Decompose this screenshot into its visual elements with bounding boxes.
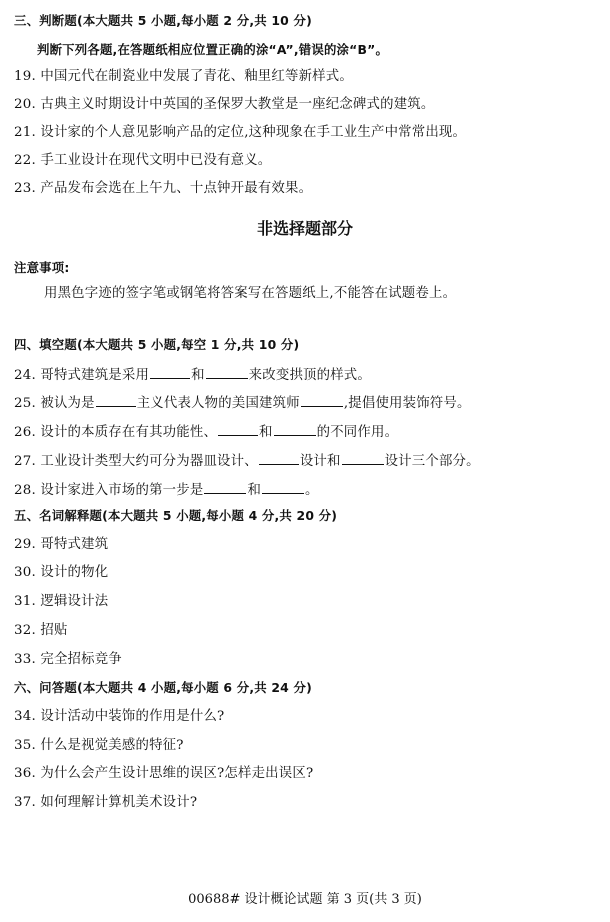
- page-footer: 00688# 设计概论试题 第 3 页(共 3 页): [188, 892, 422, 907]
- question-23: 23. 产品发布会选在上午九、十点钟开最有效果。: [14, 181, 313, 196]
- judgment-instruction: 判断下列各题,在答题纸相应位置正确的涂“A”,错误的涂“B”。: [37, 42, 389, 57]
- question-32: 32. 招贴: [14, 623, 68, 638]
- question-28: [14, 479, 319, 500]
- question-29: 29. 哥特式建筑: [14, 537, 109, 552]
- question-25: [14, 392, 471, 413]
- answer-blank: [206, 364, 248, 379]
- question-37: 37. 如何理解计算机美术设计?: [14, 795, 198, 810]
- answer-blank: [342, 450, 384, 465]
- question-26-part-b: 和: [259, 425, 273, 440]
- question-24: [14, 364, 371, 385]
- question-19: 19. 中国元代在制瓷业中发展了青花、釉里红等新样式。: [14, 69, 353, 84]
- question-25-part-c: ,提倡使用装饰符号。: [343, 396, 471, 411]
- question-30: 30. 设计的物化: [14, 565, 109, 580]
- part-title: 非选择题部分: [256, 219, 353, 238]
- question-27-part-b: 设计和: [299, 454, 341, 469]
- section-header-qa: 六、问答题(本大题共 4 小题,每小题 6 分,共 24 分): [14, 680, 312, 695]
- notice-text: 用黑色字迹的签字笔或钢笔将答案写在答题纸上,不能答在试题卷上。: [44, 286, 457, 301]
- question-20: 20. 古典主义时期设计中英国的圣保罗大教堂是一座纪念碑式的建筑。: [14, 97, 435, 112]
- answer-blank: [218, 421, 258, 436]
- answer-blank: [204, 479, 246, 494]
- question-33: 33. 完全招标竞争: [14, 652, 122, 667]
- question-27: [14, 450, 480, 471]
- question-24-part-b: 和: [191, 368, 205, 383]
- question-26-part-a: 26. 设计的本质存在有其功能性、: [14, 425, 218, 440]
- question-22: 22. 手工业设计在现代文明中已没有意义。: [14, 153, 272, 168]
- answer-blank: [150, 364, 190, 379]
- question-31: 31. 逻辑设计法: [14, 594, 109, 609]
- question-26-part-c: 的不同作用。: [316, 425, 399, 440]
- notice-title: 注意事项:: [14, 260, 70, 275]
- question-25-part-a: 25. 被认为是: [14, 396, 95, 411]
- section-header-judgment: 三、判断题(本大题共 5 小题,每小题 2 分,共 10 分): [14, 13, 312, 28]
- question-27-part-c: 设计三个部分。: [384, 454, 480, 469]
- question-25-part-b: 主义代表人物的美国建筑师: [136, 396, 300, 411]
- question-36: 36. 为什么会产生设计思维的误区?怎样走出误区?: [14, 766, 314, 781]
- section-header-fill-blank: 四、填空题(本大题共 5 小题,每空 1 分,共 10 分): [14, 337, 300, 352]
- question-28-part-a: 28. 设计家进入市场的第一步是: [14, 483, 204, 498]
- question-27-part-a: 27. 工业设计类型大约可分为器皿设计、: [14, 454, 258, 469]
- answer-blank: [96, 392, 136, 407]
- question-28-part-b: 和: [247, 483, 262, 498]
- question-34: 34. 设计活动中装饰的作用是什么?: [14, 709, 225, 724]
- answer-blank: [301, 392, 343, 407]
- question-35: 35. 什么是视觉美感的特征?: [14, 738, 184, 753]
- answer-blank: [274, 421, 316, 436]
- answer-blank: [262, 479, 304, 494]
- question-24-part-a: 24. 哥特式建筑是采用: [14, 368, 150, 383]
- question-28-part-c: 。: [305, 483, 319, 498]
- question-21: 21. 设计家的个人意见影响产品的定位,这种现象在手工业生产中常常出现。: [14, 125, 467, 140]
- section-header-terms: 五、名词解释题(本大题共 5 小题,每小题 4 分,共 20 分): [14, 508, 338, 523]
- question-26: [14, 421, 398, 442]
- question-24-part-c: 来改变拱顶的样式。: [248, 368, 371, 383]
- answer-blank: [259, 450, 299, 465]
